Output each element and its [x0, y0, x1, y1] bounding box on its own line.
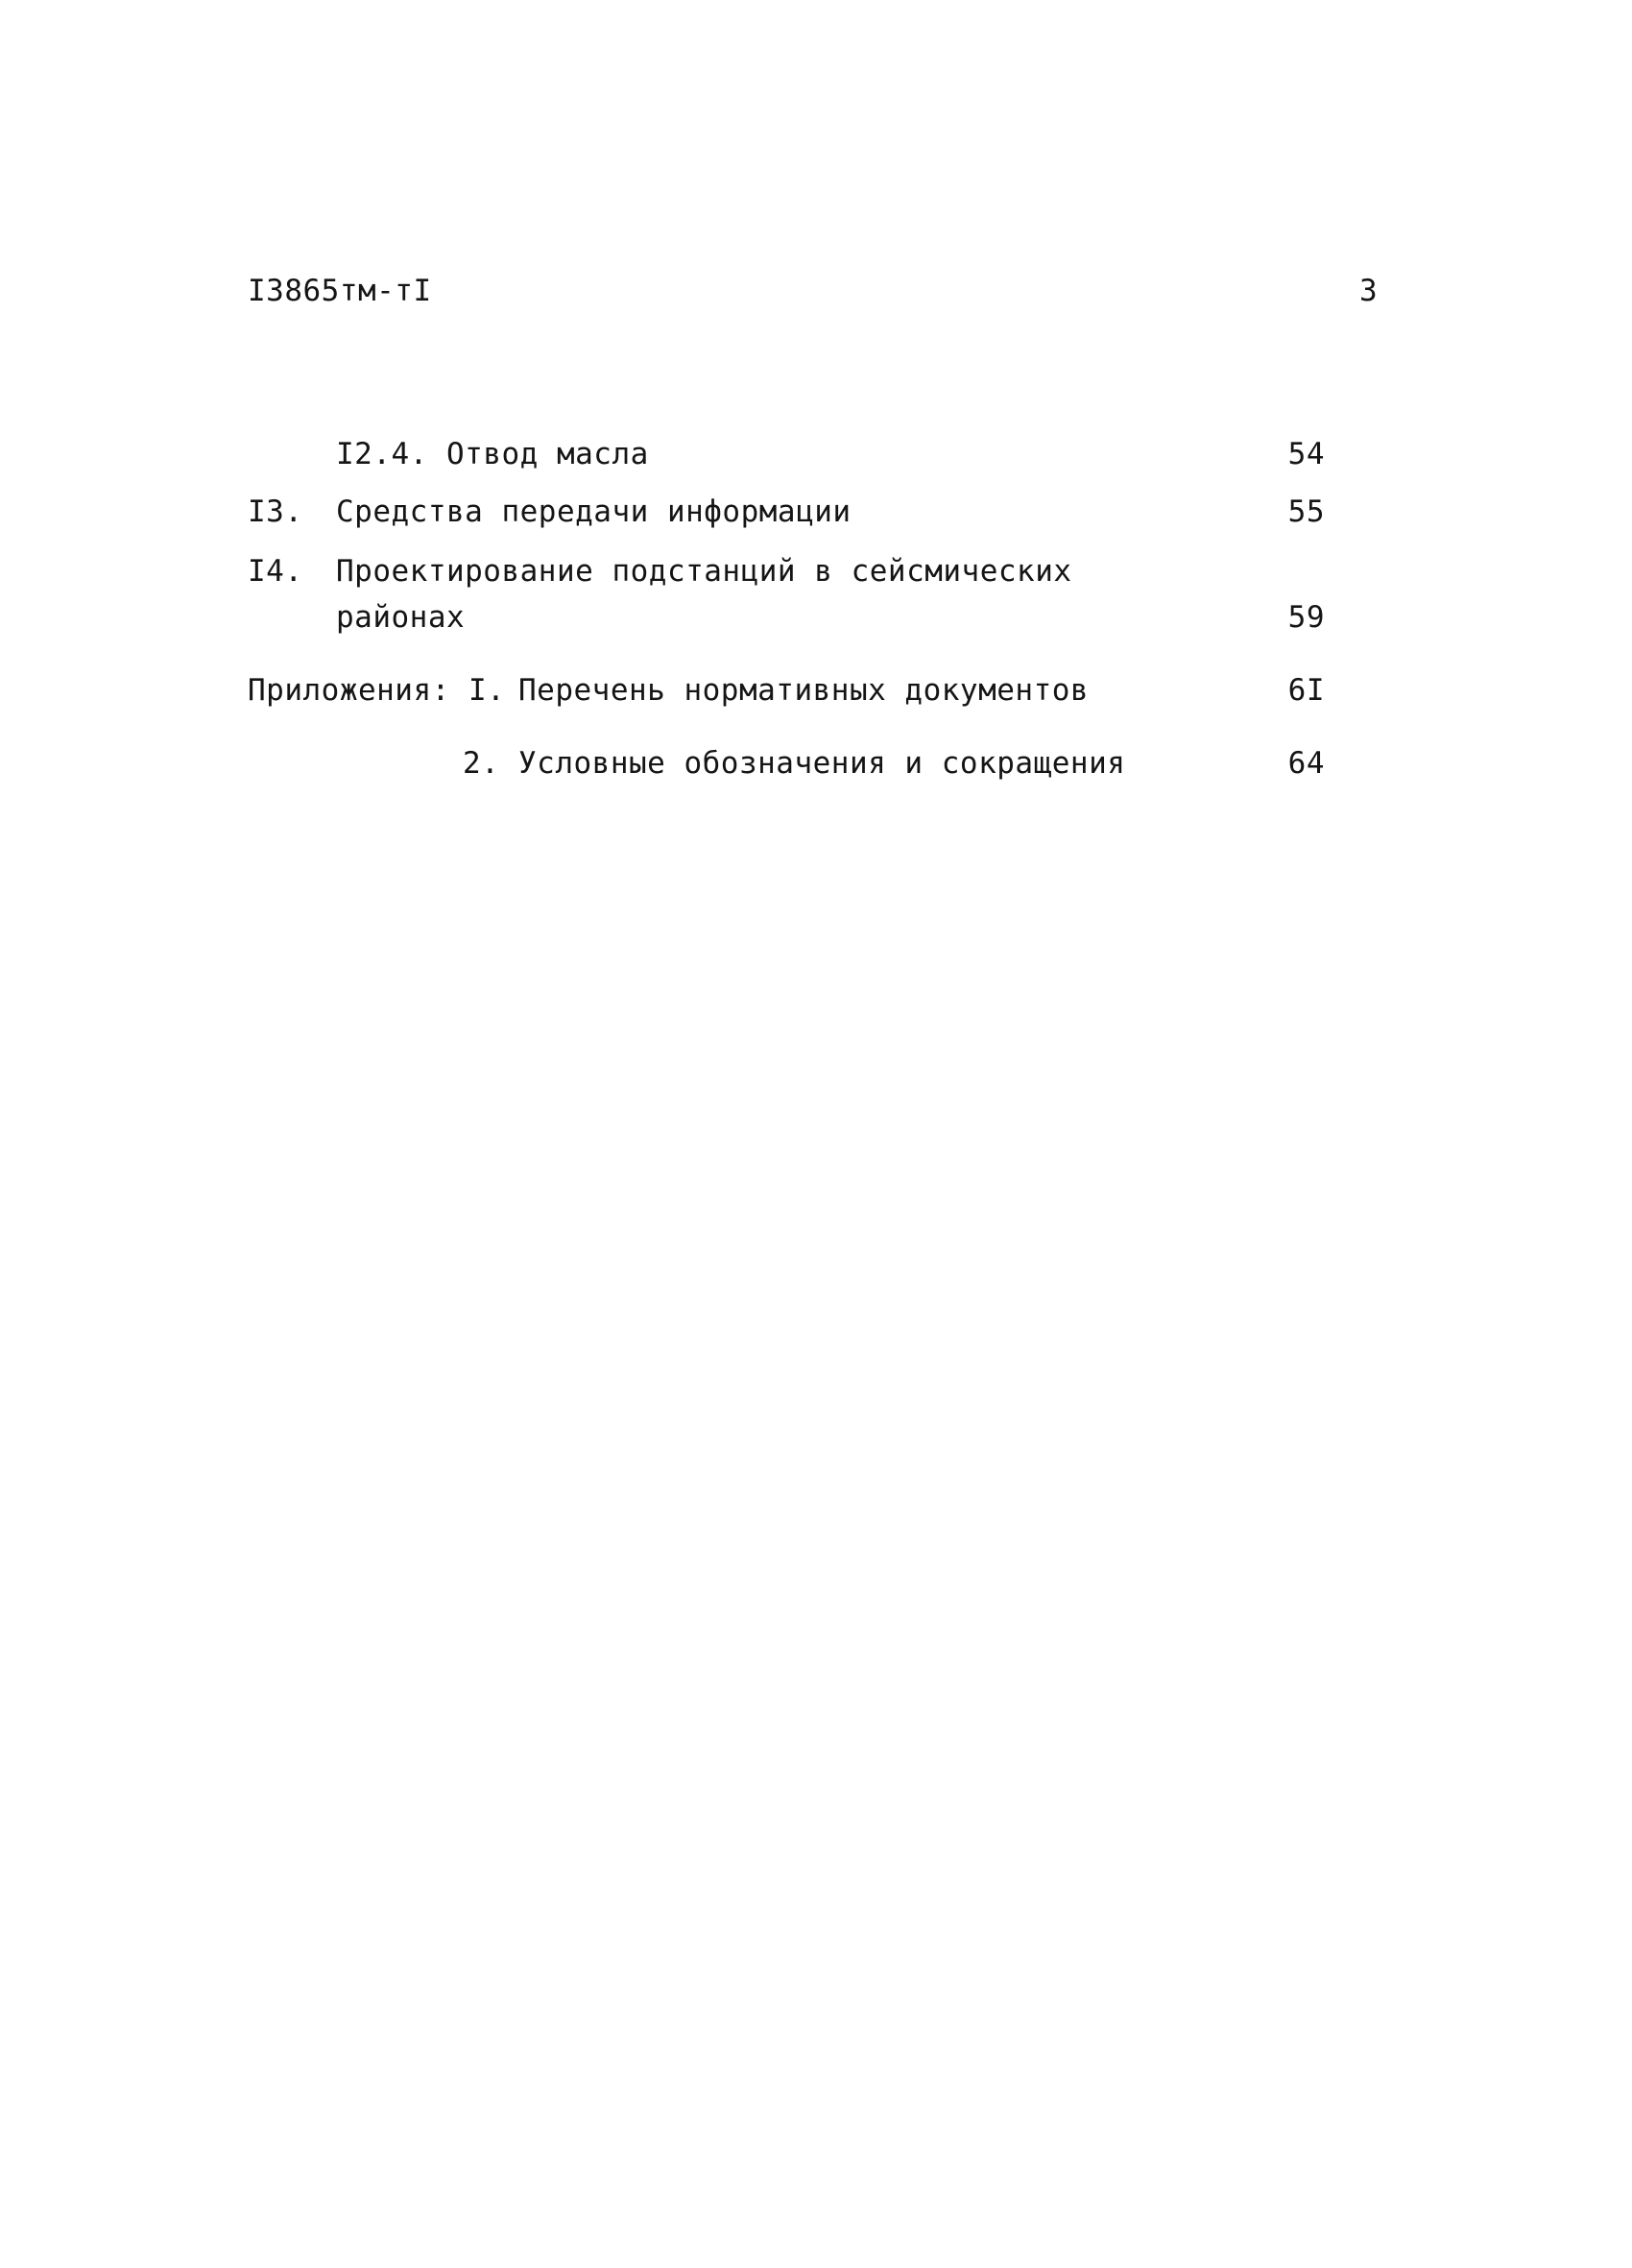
toc-entry-title-continuation: районах	[336, 600, 466, 635]
toc-entry-title: Отвод масла	[446, 437, 649, 471]
toc-entry-title: Проектирование подстанций в сейсмических	[336, 554, 1072, 589]
page-number: 3	[1359, 274, 1379, 308]
appendix-page: 64	[1287, 746, 1325, 781]
toc-entry-page: 54	[1287, 437, 1325, 471]
toc-entry-page: 55	[1287, 495, 1325, 529]
appendix-page: 6I	[1287, 673, 1325, 708]
toc-entry-title: Средства передачи информации	[336, 495, 852, 529]
toc-entry-number: I3.	[248, 495, 303, 529]
appendix-number: I.	[468, 673, 506, 708]
appendix-title: Условные обозначения и сокращения	[518, 746, 1126, 781]
appendix-number: 2.	[463, 746, 500, 781]
toc-entry-page: 59	[1287, 600, 1325, 635]
toc-entry-number: I2.4.	[336, 437, 428, 471]
appendix-title: Перечень нормативных документов	[518, 673, 1090, 708]
appendices-label: Приложения:	[248, 673, 450, 708]
toc-entry-number: I4.	[248, 554, 303, 589]
document-code: I3865тм-тI	[248, 274, 432, 308]
